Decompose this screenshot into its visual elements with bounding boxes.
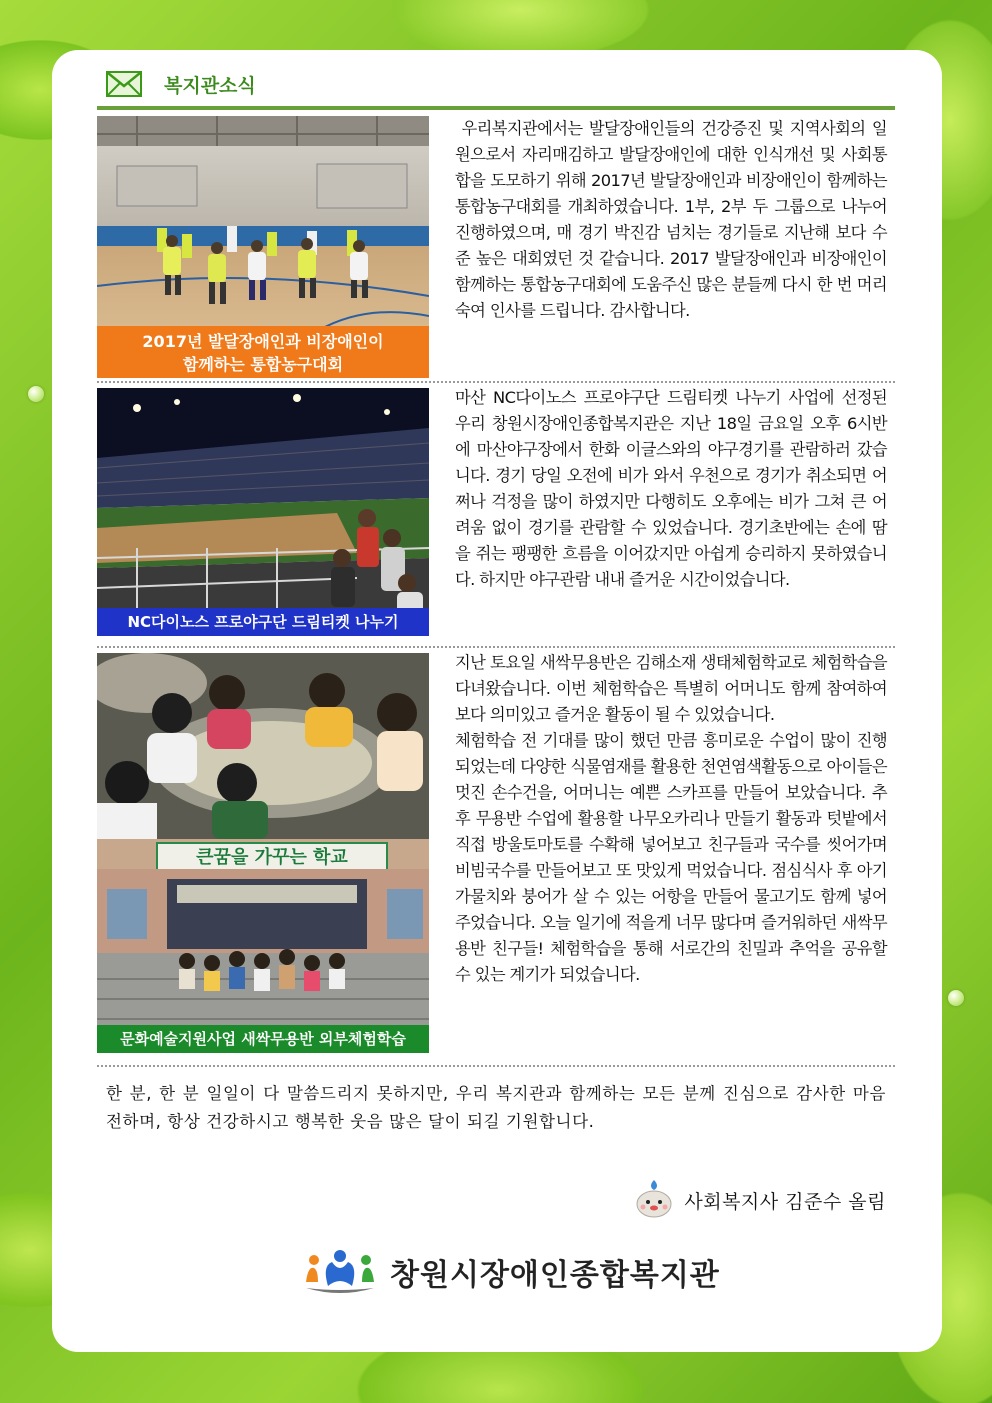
people-logo-icon [300,1246,380,1298]
school-sign: 큰꿈을 가꾸는 학교 [196,847,348,868]
news-item-baseball [97,388,895,636]
organization-logo [300,1246,720,1298]
news-paragraph: 지난 토요일 새싹무용반은 김해소재 생태체험학교로 체험학습을 다녀왔습니다. 이번 체험학습은 특별히 어머니도 함께 참여하여 보다 의미있고 즐거운 활동이 될 수 있었습니다. [455,653,887,724]
dyeing-activity-photo [97,653,429,839]
photo-caption [97,608,429,636]
school-group-photo [97,839,429,1053]
signature-text: 사회복지사 김준수 올림 [684,1190,886,1213]
header-rule [97,106,895,110]
page-title: 복지관소식 [164,74,256,97]
photo-caption [97,1025,429,1053]
signature [634,1178,886,1222]
section-divider [97,381,895,383]
organization-name: 창원시장애인종합복지관 [390,1258,720,1293]
news-body [455,116,892,324]
mail-icon [106,71,142,97]
caption-line: NC다이노스 프로야구단 드림티켓 나누기 [127,613,399,631]
basketball-photo [97,116,429,378]
caption-line: 2017년 발달장애인과 비장애인이 [142,332,384,351]
news-item-dance-class [97,653,895,1053]
section-divider [97,646,895,648]
news-body [455,385,887,593]
caption-line: 문화예술지원사업 새싹무용반 외부체험학습 [120,1030,406,1048]
news-paragraph: 우리복지관에서는 발달장애인들의 건강증진 및 지역사회의 일원으로서 자리매김하고 발달장애인에 대한 인식개선 및 사회통합을 도모하기 위해 2017년 발달장애인과 비장애인이 함께하는 통합농구대회를 개최하였습니다. 1부, 2부 두 그룹으로 나누어 진행하였으며, 매 경기 박진감 넘치는 경기들로 지난해 보다 수준 높은 대회였던 것 같습니다. 2017 발달장애인과 비장애인이 함께하는 통합농구대회에 도움주신 많은 분들께 다시 한 번 머리 숙여 인사를 드립니다. 감사합니다. [455,119,892,320]
news-paragraph: 마산 NC다이노스 프로야구단 드림티켓 나누기 사업에 선정된 우리 창원시장애인종합복지관은 지난 18일 금요일 오후 6시반에 마산야구장에서 한화 이글스와의 야구경기를 관람하러 갔습니다. 경기 당일 오전에 비가 와서 우천으로 경기가 취소되면 어쩌나 걱정을 많이 하였지만 다행히도 오후에는 비가 그쳐 큰 어려움 없이 경기를 관람할 수 있었습니다. 경기초반에는 손에 땀을 쥐는 팽팽한 흐름을 이어갔지만 아쉽게 승리하지 못하였습니다. 하지만 야구관람 내내 즐거운 시간이었습니다. [455,388,887,589]
news-body [455,650,887,988]
caption-line: 함께하는 통합농구대회 [182,355,344,374]
closing-message: 한 분, 한 분 일일이 다 말씀드리지 못하지만, 우리 복지관과 함께하는 모든 분께 진심으로 감사한 마음 전하며, 항상 건강하시고 행복한 웃음 많은 달이 되길 기원합니다. [106,1084,886,1131]
mascot-icon [634,1178,674,1222]
news-item-basketball [97,116,895,378]
news-paragraph: 체험학습 전 기대를 많이 했던 만큼 흥미로운 수업이 많이 진행되었는데 다양한 식물염재를 활용한 천연염색활동으로 아이들은 멋진 손수건을, 어머니는 예쁜 스카프를 만들어 보았습니다. 추후 무용반 수업에 활용할 나무오카리나 만들기 활동과 텃밭에서 직접 방울토마토를 수확해 넣어보고 친구들과 국수를 씻어가며 비빔국수를 만들어보고 또 맛있게 먹었습니다. 점심식사 후 아기가물치와 붕어가 살 수 있는 어항을 만들어 물고기도 함께 넣어주었습니다. 오늘 일기에 적을게 너무 많다며 즐거워하던 새싹무용반 친구들! 체험학습을 통해 서로간의 친밀과 추억을 공유할 수 있는 계기가 되었습니다. [455,731,887,984]
photo-caption [97,326,429,378]
dew-drop-decoration [28,386,44,402]
section-header [106,70,256,98]
baseball-photo [97,388,429,636]
newsletter-page [52,50,942,1352]
dew-drop-decoration [948,990,964,1006]
section-divider [97,1065,895,1067]
